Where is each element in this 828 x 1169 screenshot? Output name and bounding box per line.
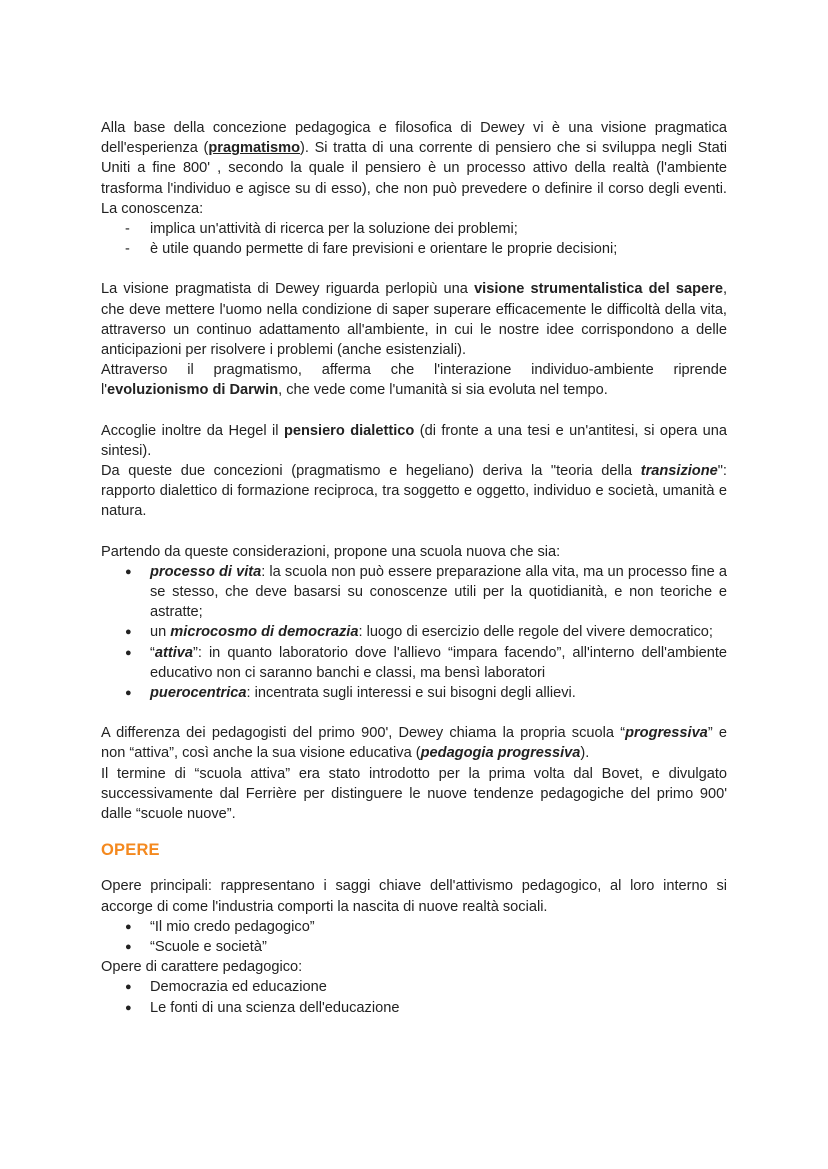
pedagogical-works-list xyxy=(101,977,727,1017)
list-item: ● Le fonti di una scienza dell'educazione xyxy=(101,998,727,1018)
list-item: - implica un'attività di ricerca per la soluzione dei problemi; xyxy=(101,219,727,239)
list-item: ● processo di vita: la scuola non può essere preparazione alla vita, ma un processo fine a se stesso, che deve basarsi su conoscenze utili per la quotidianità, e non teoriche e astratte; xyxy=(101,562,727,623)
term-pragmatismo: pragmatismo xyxy=(208,140,301,157)
term-pensiero-dialettico: pensiero dialettico xyxy=(283,422,415,439)
list-item: ● puerocentrica: incentrata sugli interessi e sui bisogni degli allievi. xyxy=(101,683,727,703)
knowledge-list xyxy=(101,219,727,259)
term-transizione: transizione xyxy=(640,463,718,480)
paragraph-opere-principali: Opere principali: rappresentano i saggi chiave dell'attivismo pedagogico, al loro interno si accorge di come l'industria comporti la nascita di nuove realtà sociali. xyxy=(101,878,727,915)
term-pedagogia-progressiva: pedagogia progressiva xyxy=(420,745,581,762)
document-page xyxy=(101,118,727,1018)
paragraph-pragmatism: Alla base della concezione pedagogica e filosofica di Dewey vi è una visione pragmatica dell'esperienza (pragmatismo). Si tratta di una corrente di pensiero che si sviluppa negli Stati Uniti a fine 800' , secondo la quale il pensiero è un processo attivo della realtà (l'ambiente trasforma l'individuo e agisce su di esso), che non può prevedere o definire il corso degli eventi. La conoscenza: xyxy=(101,120,727,217)
list-item: ● “Scuole e società” xyxy=(101,937,727,957)
paragraph-darwin: Attraverso il pragmatismo, afferma che l'interazione individuo-ambiente riprende l'evoluzionismo di Darwin, che vede come l'umanità si sia evoluta nel tempo. xyxy=(101,362,727,399)
paragraph-hegel: Accoglie inoltre da Hegel il pensiero dialettico (di fronte a una tesi e un'antitesi, si opera una sintesi). xyxy=(101,422,728,459)
school-list xyxy=(101,562,727,703)
list-item: ● un microcosmo di democrazia: luogo di esercizio delle regole del vivere democratico; xyxy=(101,622,727,642)
term-visione-strumentalistica: visione strumentalistica del sapere xyxy=(474,281,723,298)
list-item: ● Democrazia ed educazione xyxy=(101,977,727,997)
paragraph-progressiva: A differenza dei pedagogisti del primo 900', Dewey chiama la propria scuola “progressiva” e non “attiva”, così anche la sua visione educativa (pedagogia progressiva). xyxy=(101,725,727,762)
term-evoluzionismo: evoluzionismo di Darwin xyxy=(107,382,279,399)
paragraph-instrumentalism: La visione pragmatista di Dewey riguarda perlopiù una visione strumentalistica del sapere, che deve mettere l'uomo nella condizione di saper superare efficacemente le difficoltà della vita, attraverso un continuo adattamento all'ambiente, in cui le nostre idee corrispondono a delle anticipazioni per risolvere i problemi (anche esistenziali). xyxy=(101,281,727,359)
paragraph-transizione: Da queste due concezioni (pragmatismo e hegeliano) deriva la "teoria della transizione": rapporto dialettico di formazione reciproca, tra soggetto e oggetto, individuo e società, umanità e natura. xyxy=(101,463,727,520)
list-item: ● “Il mio credo pedagogico” xyxy=(101,917,727,937)
paragraph-scuola-attiva: Il termine di “scuola attiva” era stato introdotto per la prima volta dal Bovet, e divulgato successivamente dal Ferrière per distinguere le nuove tendenze pedagogiche del primo 900' dalle “scuole nuove”. xyxy=(101,765,727,823)
list-item: ● “attiva”: in quanto laboratorio dove l'allievo “impara facendo”, all'interno dell'ambiente educativo non ci saranno banchi e classi, ma bensì laboratori xyxy=(101,643,727,683)
term-progressiva: progressiva xyxy=(625,725,708,742)
paragraph-opere-pedagogiche: Opere di carattere pedagogico: xyxy=(101,959,303,976)
paragraph-school-intro: Partendo da queste considerazioni, propone una scuola nuova che sia: xyxy=(101,543,561,560)
main-works-list xyxy=(101,917,727,957)
section-heading-opere: OPERE xyxy=(101,841,160,860)
list-item: - è utile quando permette di fare previsioni e orientare le proprie decisioni; xyxy=(101,239,727,259)
